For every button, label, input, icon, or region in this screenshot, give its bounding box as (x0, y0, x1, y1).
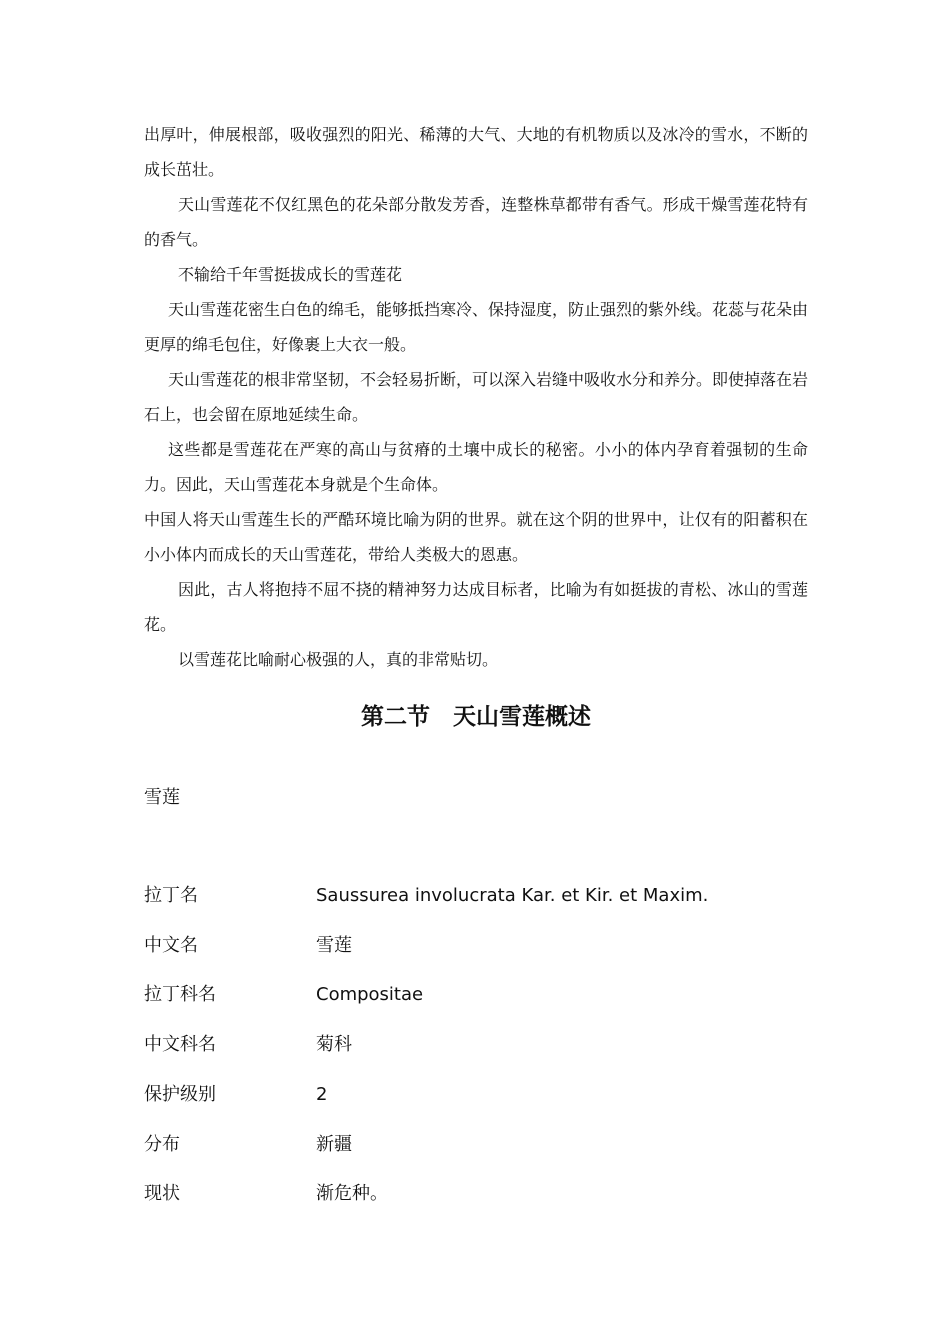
section-title: 第二节 天山雪莲概述 (361, 704, 591, 730)
info-key: 中文名 (144, 935, 198, 956)
paragraph-subtitle: 不输给千年雪挺拔成长的雪莲花 (178, 265, 403, 284)
info-key: 中文科名 (144, 1034, 216, 1055)
paragraph-secret: 这些都是雪莲花在严寒的高山与贫瘠的土壤中成长的秘密。小小的体内孕育着强韧的生命力。因此，天山雪莲花本身就是个生命体。 (144, 440, 808, 494)
info-key: 现状 (144, 1183, 180, 1204)
paragraph-fragrance: 天山雪莲花不仅红黑色的花朵部分散发芳香，连整株草都带有香气。形成干燥雪莲花特有的香气。 (144, 195, 808, 249)
paragraph-wool: 天山雪莲花密生白色的绵毛，能够抵挡寒冷、保持湿度，防止强烈的紫外线。花蕊与花朵由更厚的绵毛包住，好像裹上大衣一般。 (144, 300, 809, 354)
paragraph-roots: 天山雪莲花的根非常坚韧，不会轻易折断，可以深入岩缝中吸收水分和养分。即使掉落在岩石上，也会留在原地延续生命。 (144, 370, 809, 424)
info-key: 拉丁科名 (144, 984, 216, 1005)
info-value: 雪莲 (316, 935, 352, 956)
paragraph-yin-world: 中国人将天山雪莲生长的严酷环境比喻为阴的世界。就在这个阴的世界中，让仅有的阳蓄积在小小体内而成长的天山雪莲花，带给人类极大的恩惠。 (144, 510, 808, 564)
info-value: 2 (316, 1084, 328, 1105)
info-value: Saussurea involucrata Kar. et Kir. et Maxim. (316, 885, 709, 906)
paragraph-conclusion: 以雪莲花比喻耐心极强的人，真的非常贴切。 (178, 650, 499, 669)
info-key: 分布 (144, 1134, 180, 1155)
info-value: Compositae (316, 984, 424, 1005)
subject-name: 雪莲 (144, 787, 180, 808)
info-key: 拉丁名 (144, 885, 198, 906)
info-key: 保护级别 (144, 1084, 216, 1105)
info-value: 菊科 (316, 1034, 352, 1055)
paragraph-continuation: 出厚叶，伸展根部，吸收强烈的阳光、稀薄的大气、大地的有机物质以及冰冷的雪水，不断的成长茁壮。 (144, 125, 808, 179)
paragraph-metaphor: 因此，古人将抱持不屈不挠的精神努力达成目标者，比喻为有如挺拔的青松、冰山的雪莲花。 (144, 580, 808, 634)
info-value: 渐危种。 (316, 1183, 388, 1204)
info-value: 新疆 (316, 1134, 352, 1155)
